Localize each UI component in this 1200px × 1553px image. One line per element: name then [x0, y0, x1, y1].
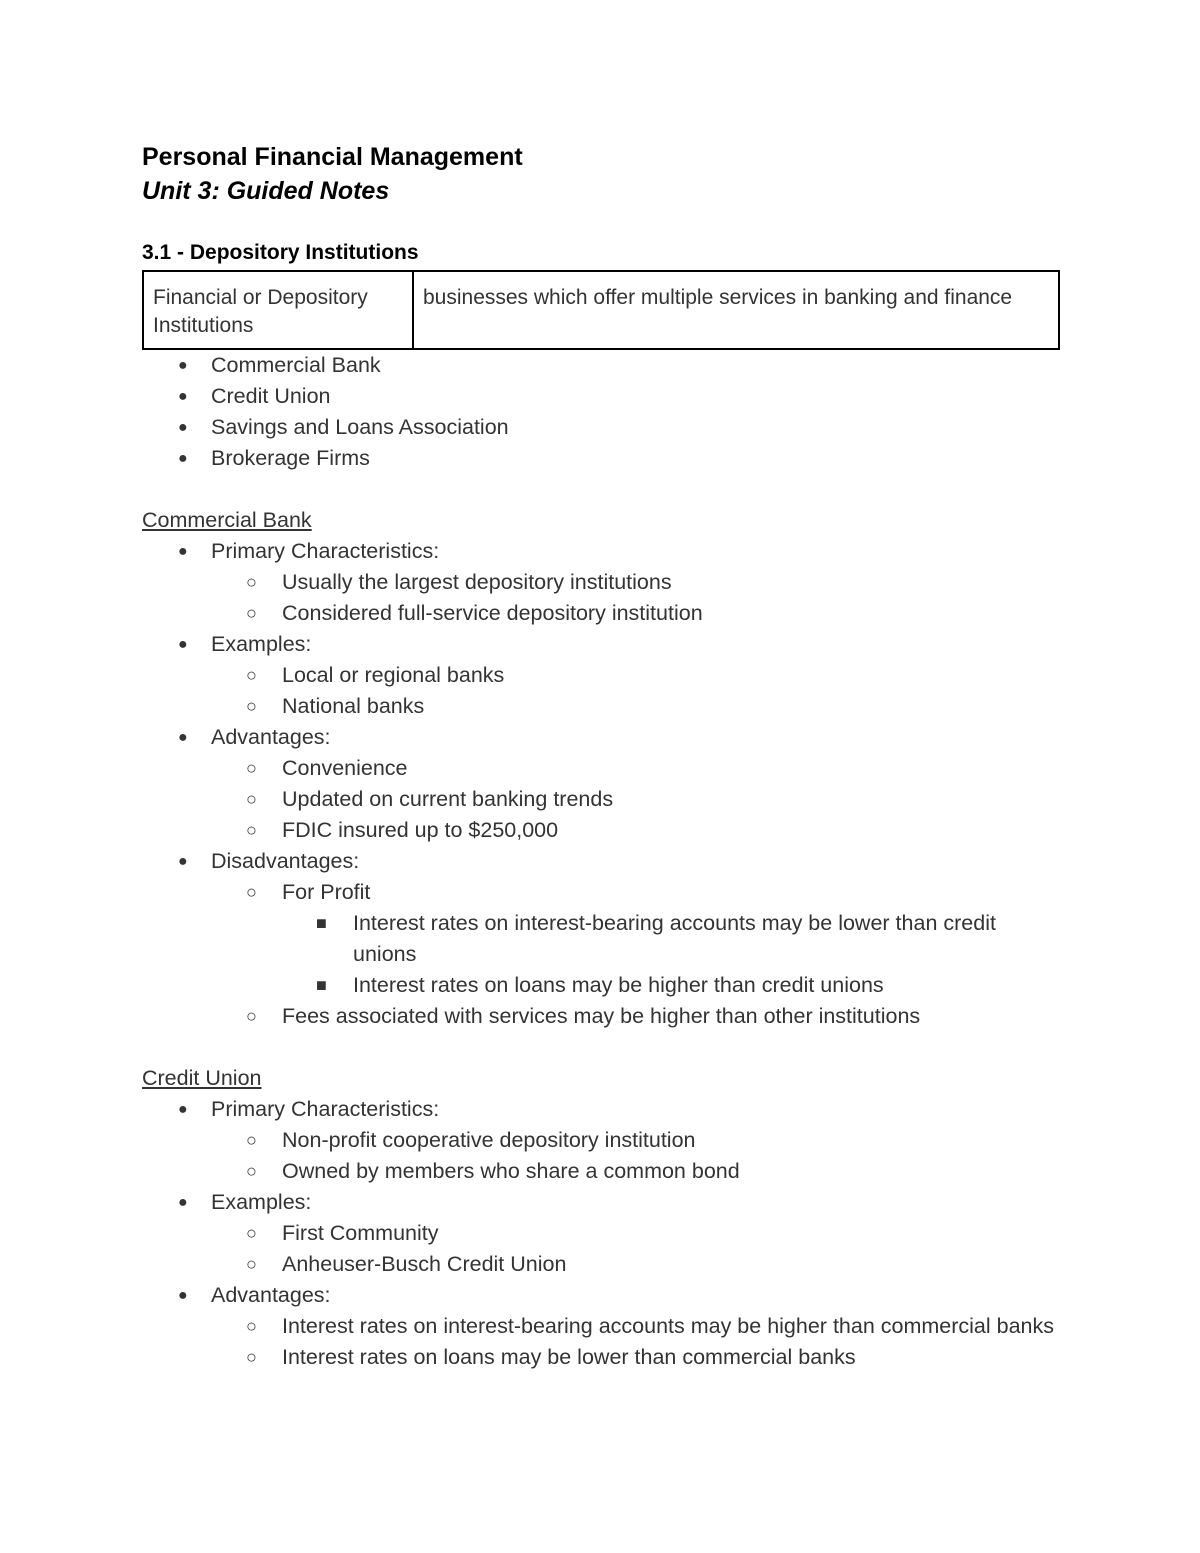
filled-bullet-icon: ●	[178, 1287, 188, 1304]
sub-list	[142, 1001, 1062, 1032]
definition-meaning: businesses which offer multiple services in banking and finance	[413, 271, 1059, 349]
section-heading: 3.1 - Depository Institutions	[142, 241, 419, 264]
filled-bullet-icon: ●	[178, 388, 188, 405]
sub-list	[142, 877, 1062, 908]
hollow-bullet-icon: ○	[246, 820, 257, 840]
credit-union-list	[142, 1094, 1062, 1125]
list-item: ○ Fees associated with services may be higher than other institutions	[142, 1001, 1062, 1032]
list-item: ● Primary Characteristics:	[142, 536, 1062, 567]
sub-list	[142, 1218, 1062, 1280]
filled-bullet-icon: ●	[178, 1194, 188, 1211]
filled-bullet-icon: ●	[178, 357, 188, 374]
list-item: ● Savings and Loans Association	[142, 412, 1062, 443]
list-item: ● Credit Union	[142, 381, 1062, 412]
list-item: ○ Non-profit cooperative depository institution	[142, 1125, 1062, 1156]
sub-list	[142, 753, 1062, 846]
hollow-bullet-icon: ○	[246, 1254, 257, 1274]
list-item: ■ Interest rates on loans may be higher than credit unions	[142, 970, 1062, 1001]
square-bullet-icon: ■	[316, 913, 327, 933]
list-item: ● Examples:	[142, 629, 1062, 660]
list-item: ○ For Profit	[142, 877, 1062, 908]
list-item: ○ Considered full-service depository institution	[142, 598, 1062, 629]
list	[142, 722, 1062, 753]
list-item: ○ Owned by members who share a common bond	[142, 1156, 1062, 1187]
sub-list	[142, 567, 1062, 629]
document-title: Personal Financial Management	[142, 143, 523, 171]
list-item: ○ Interest rates on interest-bearing accounts may be higher than commercial banks	[142, 1311, 1062, 1342]
list-item: ● Examples:	[142, 1187, 1062, 1218]
list	[142, 1280, 1062, 1311]
hollow-bullet-icon: ○	[246, 1161, 257, 1181]
definition-term: Financial or Depository Institutions	[143, 271, 413, 349]
hollow-bullet-icon: ○	[246, 603, 257, 623]
list	[142, 846, 1062, 877]
sub-list	[142, 660, 1062, 722]
hollow-bullet-icon: ○	[246, 1006, 257, 1026]
square-bullet-icon: ■	[316, 975, 327, 995]
credit-union-heading: Credit Union	[142, 1066, 262, 1090]
filled-bullet-icon: ●	[178, 1101, 188, 1118]
document-subtitle: Unit 3: Guided Notes	[142, 177, 390, 205]
hollow-bullet-icon: ○	[246, 1347, 257, 1367]
filled-bullet-icon: ●	[178, 543, 188, 560]
list-item: ● Primary Characteristics:	[142, 1094, 1062, 1125]
sub-list	[142, 1311, 1062, 1373]
list-item: ■ Interest rates on interest-bearing accounts may be lower than credit unions	[142, 908, 1062, 970]
filled-bullet-icon: ●	[178, 636, 188, 653]
list-item: ○ Anheuser-Busch Credit Union	[142, 1249, 1062, 1280]
filled-bullet-icon: ●	[178, 450, 188, 467]
institution-types-list	[142, 350, 1062, 474]
list-item: ○ First Community	[142, 1218, 1062, 1249]
list	[142, 629, 1062, 660]
hollow-bullet-icon: ○	[246, 882, 257, 902]
hollow-bullet-icon: ○	[246, 572, 257, 592]
list	[142, 1187, 1062, 1218]
filled-bullet-icon: ●	[178, 729, 188, 746]
hollow-bullet-icon: ○	[246, 758, 257, 778]
list-item: ○ Usually the largest depository institutions	[142, 567, 1062, 598]
list-item: ● Advantages:	[142, 1280, 1062, 1311]
list-item: ● Advantages:	[142, 722, 1062, 753]
list-item: ○ FDIC insured up to $250,000	[142, 815, 1062, 846]
sub-list	[142, 1125, 1062, 1187]
list-item: ○ Local or regional banks	[142, 660, 1062, 691]
list-item: ○ National banks	[142, 691, 1062, 722]
commercial-bank-heading: Commercial Bank	[142, 508, 312, 532]
hollow-bullet-icon: ○	[246, 665, 257, 685]
sub-sub-list	[142, 908, 1062, 1001]
definition-row	[143, 271, 1059, 349]
commercial-bank-list	[142, 536, 1062, 567]
document-page	[142, 140, 1062, 1373]
list-item: ● Commercial Bank	[142, 350, 1062, 381]
definition-table	[142, 270, 1060, 350]
hollow-bullet-icon: ○	[246, 1223, 257, 1243]
filled-bullet-icon: ●	[178, 853, 188, 870]
hollow-bullet-icon: ○	[246, 696, 257, 716]
list-item: ● Disadvantages:	[142, 846, 1062, 877]
hollow-bullet-icon: ○	[246, 1316, 257, 1336]
list-item: ○ Interest rates on loans may be lower than commercial banks	[142, 1342, 1062, 1373]
list-item: ○ Updated on current banking trends	[142, 784, 1062, 815]
filled-bullet-icon: ●	[178, 419, 188, 436]
list-item: ○ Convenience	[142, 753, 1062, 784]
hollow-bullet-icon: ○	[246, 789, 257, 809]
list-item: ● Brokerage Firms	[142, 443, 1062, 474]
hollow-bullet-icon: ○	[246, 1130, 257, 1150]
